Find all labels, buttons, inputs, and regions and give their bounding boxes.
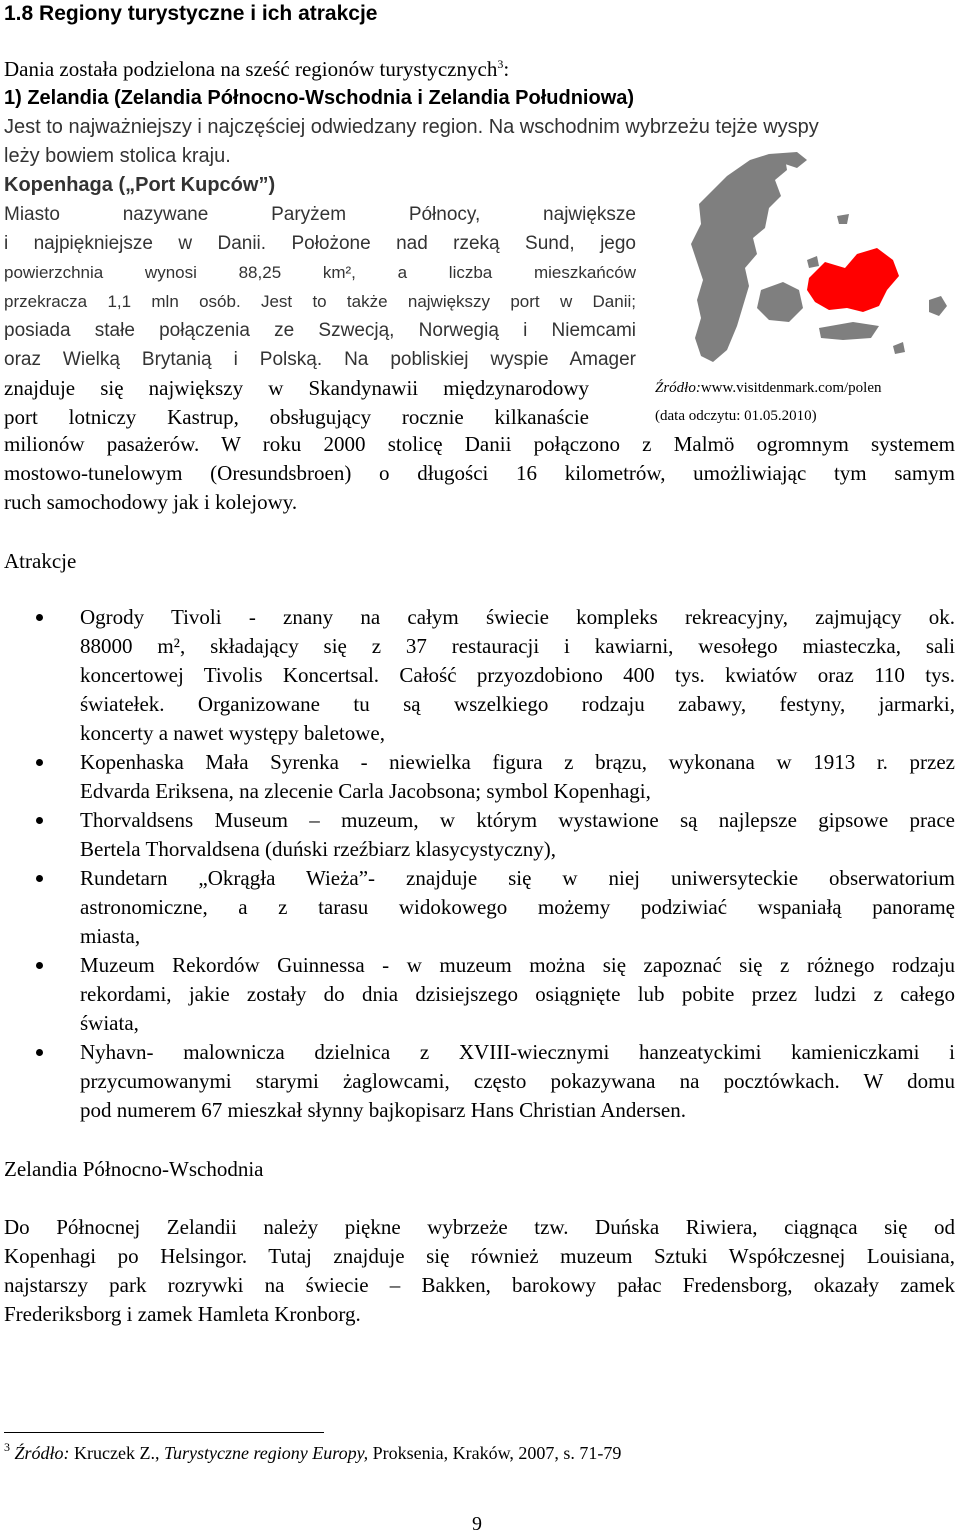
nez-heading: Zelandia Północno-Wschodnia [4,1157,264,1181]
page-number: 9 [472,1513,482,1535]
bullet-2 [36,759,43,766]
kopenhaga-full-line-2: mostowo-tunelowym (Oresundsbroen) o długości 16 kilometrów, umożliwiając tym samym [4,461,955,485]
map-caption-source [655,380,882,397]
footnote-source-label: Źródło: [14,1443,70,1463]
attraction-1-line-1: Ogrody Tivoli - znany na całym świecie kompleks rekreacyjny, zajmujący ok. [80,605,955,629]
kopenhaga-line-4: przekracza 1,1 mln osób. Jest to także największy port w Danii; [4,292,636,311]
attraction-3-line-1: Thorvaldsens Museum – muzeum, w którym wystawione są najlepsze gipsowe prace [80,808,955,832]
intro-line [4,55,509,84]
intro-text: Dania została podzielona na sześć regionów turystycznych [4,57,498,81]
attraction-4-line-2: astronomiczne, a z tarasu widokowego możemy podziwiać wspaniałą panoramę [80,895,955,919]
region1-line-2: leży bowiem stolica kraju. [4,145,231,167]
attraction-6-line-2: przycumowanymi starymi żaglowcami, często pokazywana na pocztówkach. W domu [80,1069,955,1093]
footnote-divider [4,1432,324,1433]
zealand-highlight [807,248,899,312]
attraction-1-line-3: koncertowej Tivolis Koncertsal. Całość przyozdobiono 400 tys. kwiatów oraz 110 tys. [80,663,955,687]
kopenhaga-line-1: Miasto nazywane Paryżem Północy, największe [4,204,636,225]
footnote-number: 3 [4,1440,10,1454]
map-caption-date: (data odczytu: 01.05.2010) [655,408,817,424]
nez-line-2: Kopenhagi po Helsingor. Tutaj znajduje się również muzeum Sztuki Współczesnej Louisiana, [4,1244,955,1268]
attraction-2-line-1: Kopenhaska Mała Syrenka - niewielka figura z brązu, wykonana w 1913 r. przez [80,750,955,774]
attraction-1-line-5: koncerty a nawet występy baletowe, [80,721,385,745]
nez-line-4: Frederiksborg i zamek Hamleta Kronborg. [4,1302,361,1326]
intro-colon: : [503,57,510,81]
attraction-5-line-2: rekordami, jakie zostały do dnia dzisiejszego osiągnięte lub pobite przez ludzi z całego [80,982,955,1006]
denmark-map-svg [657,150,955,375]
bullet-5 [36,962,43,969]
nez-line-1: Do Północnej Zelandii należy piękne wybrzeże tzw. Duńska Riwiera, ciągnąca się od [4,1215,955,1239]
denmark-land-shape [691,152,947,362]
kopenhaga-full-line-3: ruch samochodowy jak i kolejowy. [4,490,298,514]
attraction-5-line-1: Muzeum Rekordów Guinnessa - w muzeum można się zapoznać się z różnego rodzaju [80,953,955,977]
attraction-6-line-1: Nyhavn- malownicza dzielnica z XVIII-wiecznymi hanzeatyckimi kamieniczkami i [80,1040,955,1064]
bullet-3 [36,817,43,824]
kopenhaga-full-line-1: milionów pasażerów. W roku 2000 stolicę Danii połączono z Malmö ogromnym systemem [4,432,955,456]
bullet-4 [36,875,43,882]
kopenhaga-line-8: port lotniczy Kastrup, obsługujący rocznie kilkanaście [4,405,589,429]
attraction-2-line-2: Edvarda Eriksena, na zlecenie Carla Jacobsona; symbol Kopenhagi, [80,779,651,803]
attraction-3-line-2: Bertela Thorvaldsena (duński rzeźbiarz klasycystyczny), [80,837,557,861]
attraction-5-line-3: świata, [80,1011,139,1035]
footnote-book-title: Turystyczne regiony Europy, [163,1443,369,1463]
attractions-heading: Atrakcje [4,549,77,573]
bullet-6 [36,1049,43,1056]
footnote-author: Kruczek Z., [74,1443,160,1463]
attraction-6-line-3: pod numerem 67 mieszkał słynny bajkopisarz Hans Christian Andersen. [80,1098,686,1122]
denmark-map [657,150,955,375]
footnote-publisher: Proksenia, Kraków, 2007, s. 71-79 [372,1443,622,1463]
kopenhaga-line-3: powierzchnia wynosi 88,25 km², a liczba mieszkańców [4,263,636,282]
attraction-4-line-3: miasta, [80,924,141,948]
kopenhaga-line-2: i najpiękniejsze w Danii. Położone nad rzeką Sund, jego [4,233,636,254]
attraction-1-line-2: 88000 m², składający się z 37 restauracji i kawiarni, wesołego miasteczka, sali [80,634,955,658]
map-caption-source-label: Źródło: [655,380,701,396]
footnote-ref: 3 [497,57,504,71]
attraction-4-line-1: Rundetarn „Okrągła Wieża”- znajduje się w niej uniwersyteckie obserwatorium [80,866,955,890]
region1-heading: 1) Zelandia (Zelandia Północno-Wschodnia i Zelandia Południowa) [4,87,635,109]
kopenhaga-line-7: znajduje się największy w Skandynawii międzynarodowy [4,376,589,400]
map-caption-url: www.visitdenmark.com/polen [700,380,882,396]
kopenhaga-heading: Kopenhaga („Port Kupców”) [4,174,276,196]
region1-line-1: Jest to najważniejszy i najczęściej odwiedzany region. Na wschodnim wybrzeżu tejże wyspy [4,116,819,138]
kopenhaga-line-5: posiada stałe połączenia ze Szwecją, Norwegią i Niemcami [4,320,636,341]
footnote [4,1441,621,1465]
nez-line-3: najstarszy park rozrywki na świecie – Bakken, barokowy pałac Fredensborg, okazały zamek [4,1273,955,1297]
attraction-1-line-4: światełek. Organizowane tu są wszelkiego rodzaju zabawy, festyny, jarmarki, [80,692,955,716]
page-title: 1.8 Regiony turystyczne i ich atrakcje [4,2,378,25]
bullet-1 [36,614,43,621]
kopenhaga-line-6: oraz Wielką Brytanią i Polską. Na pobliskiej wyspie Amager [4,349,636,370]
